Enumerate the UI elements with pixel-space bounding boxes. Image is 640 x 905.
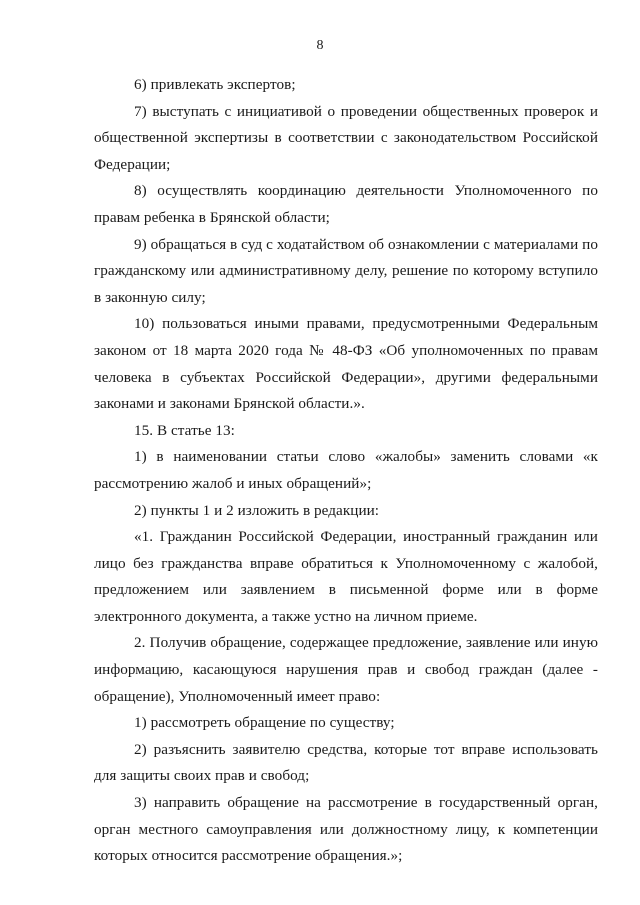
- subitem-1-consider: 1) рассмотреть обращение по существу;: [134, 714, 395, 732]
- paragraph-7-initiative: 7) выступать с инициативой о проведении общественных проверок и общественной экспертизы в соответствии с законодательством Российской Федерации;: [94, 102, 598, 173]
- paragraph-9-court: 9) обращаться в суд с ходатайством об ознакомлении с материалами по гражданскому или административному делу, решение по которому вступило в законную силу;: [94, 235, 598, 306]
- paragraph-10-other-rights: 10) пользоваться иными правами, предусмотренными Федеральным законом от 18 марта 2020 года № 48-ФЗ «Об уполномоченных по правам человека в субъектах Российской Федерации», другими федеральными законами и законами Брянской области.».: [94, 315, 598, 413]
- article-13-heading: 15. В статье 13:: [134, 421, 235, 439]
- quoted-item-1: «1. Гражданин Российской Федерации, иностранный гражданин или лицо без гражданства вправе обратиться к Уполномоченному с жалобой, предложением или заявлением в письменной форме или в форме электронного документа, а также устно на личном приеме.: [94, 528, 598, 625]
- quoted-item-2: 2. Получив обращение, содержащее предложение, заявление или иную информацию, касающуюся нарушения прав и свобод граждан (далее - обращение), Уполномоченный имеет право:: [94, 634, 598, 705]
- paragraph-8-coordination: 8) осуществлять координацию деятельности Уполномоченного по правам ребенка в Брянской области;: [94, 182, 598, 226]
- subitem-3-forward: 3) направить обращение на рассмотрение в государственный орган, орган местного самоуправления или должностному лицу, к компетенции которых относится рассмотрение обращения.»;: [94, 794, 598, 865]
- page-number: 8: [316, 38, 324, 53]
- paragraph-6-experts: 6) привлекать экспертов;: [134, 76, 296, 93]
- paragraph-1-title-change: 1) в наименовании статьи слово «жалобы» заменить словами «к рассмотрению жалоб и иных обращений»;: [94, 448, 598, 492]
- paragraph-2-items-edit: 2) пункты 1 и 2 изложить в редакции:: [134, 501, 380, 519]
- subitem-2-explain: 2) разъяснить заявителю средства, которые тот вправе использовать для защиты своих прав и свобод;: [94, 740, 598, 785]
